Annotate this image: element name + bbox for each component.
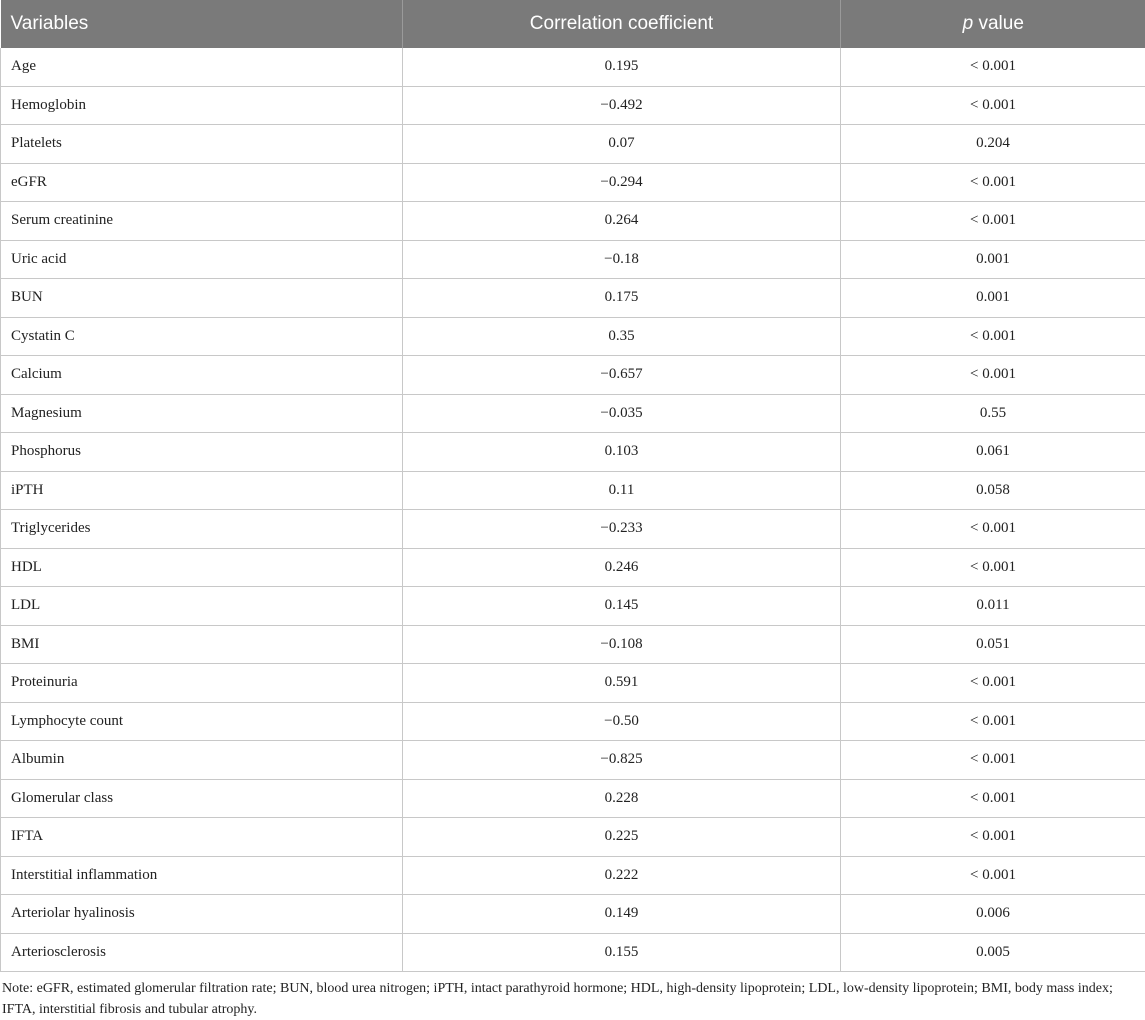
header-row bbox=[1, 0, 1145, 48]
table-row bbox=[1, 933, 1145, 972]
cell-correlation-coefficient: 0.07 bbox=[403, 125, 841, 164]
cell-variable: Proteinuria bbox=[1, 664, 403, 703]
cell-correlation-coefficient: −0.492 bbox=[403, 86, 841, 125]
cell-variable: Triglycerides bbox=[1, 510, 403, 549]
table-row bbox=[1, 433, 1145, 472]
cell-p-value: 0.005 bbox=[841, 933, 1145, 972]
cell-p-value: 0.001 bbox=[841, 279, 1145, 318]
header-p-symbol: p bbox=[963, 13, 974, 34]
cell-correlation-coefficient: 0.103 bbox=[403, 433, 841, 472]
cell-correlation-coefficient: −0.108 bbox=[403, 625, 841, 664]
table-row bbox=[1, 317, 1145, 356]
cell-p-value: < 0.001 bbox=[841, 202, 1145, 241]
cell-p-value: < 0.001 bbox=[841, 356, 1145, 395]
cell-p-value: < 0.001 bbox=[841, 818, 1145, 857]
cell-variable: Phosphorus bbox=[1, 433, 403, 472]
cell-p-value: < 0.001 bbox=[841, 664, 1145, 703]
cell-variable: HDL bbox=[1, 548, 403, 587]
cell-variable: Calcium bbox=[1, 356, 403, 395]
cell-p-value: 0.061 bbox=[841, 433, 1145, 472]
table-body bbox=[1, 48, 1145, 972]
cell-variable: eGFR bbox=[1, 163, 403, 202]
table-row bbox=[1, 664, 1145, 703]
cell-variable: Uric acid bbox=[1, 240, 403, 279]
table-note: Note: eGFR, estimated glomerular filtration rate; BUN, blood urea nitrogen; iPTH, intact parathyroid hormone; HDL, high-density lipoprotein; LDL, low-density lipoprotein; BMI, body mass index; IFTA, interstitial fibrosis and tubular atrophy. bbox=[2, 978, 1137, 1020]
header-variables: Variables bbox=[1, 0, 403, 48]
table-row bbox=[1, 587, 1145, 626]
cell-p-value: < 0.001 bbox=[841, 86, 1145, 125]
cell-correlation-coefficient: −0.825 bbox=[403, 741, 841, 780]
cell-correlation-coefficient: 0.11 bbox=[403, 471, 841, 510]
cell-p-value: 0.55 bbox=[841, 394, 1145, 433]
table-row bbox=[1, 471, 1145, 510]
cell-correlation-coefficient: −0.294 bbox=[403, 163, 841, 202]
cell-correlation-coefficient: 0.591 bbox=[403, 664, 841, 703]
table-row bbox=[1, 548, 1145, 587]
cell-p-value: < 0.001 bbox=[841, 48, 1145, 86]
table-row bbox=[1, 279, 1145, 318]
cell-variable: iPTH bbox=[1, 471, 403, 510]
cell-variable: Arteriolar hyalinosis bbox=[1, 895, 403, 934]
cell-correlation-coefficient: 0.35 bbox=[403, 317, 841, 356]
cell-correlation-coefficient: −0.657 bbox=[403, 356, 841, 395]
cell-variable: Interstitial inflammation bbox=[1, 856, 403, 895]
cell-correlation-coefficient: 0.145 bbox=[403, 587, 841, 626]
cell-correlation-coefficient: −0.233 bbox=[403, 510, 841, 549]
cell-p-value: 0.058 bbox=[841, 471, 1145, 510]
cell-correlation-coefficient: 0.225 bbox=[403, 818, 841, 857]
table-row bbox=[1, 741, 1145, 780]
cell-correlation-coefficient: 0.228 bbox=[403, 779, 841, 818]
cell-p-value: 0.204 bbox=[841, 125, 1145, 164]
table-row bbox=[1, 779, 1145, 818]
cell-variable: Age bbox=[1, 48, 403, 86]
header-p-rest: value bbox=[973, 13, 1024, 34]
cell-correlation-coefficient: 0.175 bbox=[403, 279, 841, 318]
table-row bbox=[1, 702, 1145, 741]
cell-variable: LDL bbox=[1, 587, 403, 626]
header-correlation-coefficient: Correlation coefficient bbox=[403, 0, 841, 48]
cell-p-value: 0.051 bbox=[841, 625, 1145, 664]
header-p-value bbox=[841, 0, 1145, 48]
table-row bbox=[1, 163, 1145, 202]
cell-p-value: < 0.001 bbox=[841, 741, 1145, 780]
table-row bbox=[1, 394, 1145, 433]
cell-correlation-coefficient: −0.50 bbox=[403, 702, 841, 741]
cell-correlation-coefficient: 0.246 bbox=[403, 548, 841, 587]
table-row bbox=[1, 510, 1145, 549]
cell-correlation-coefficient: −0.035 bbox=[403, 394, 841, 433]
cell-p-value: < 0.001 bbox=[841, 856, 1145, 895]
cell-correlation-coefficient: 0.222 bbox=[403, 856, 841, 895]
cell-variable: Arteriosclerosis bbox=[1, 933, 403, 972]
cell-variable: BMI bbox=[1, 625, 403, 664]
cell-correlation-coefficient: −0.18 bbox=[403, 240, 841, 279]
cell-variable: Cystatin C bbox=[1, 317, 403, 356]
cell-variable: Platelets bbox=[1, 125, 403, 164]
table-row bbox=[1, 240, 1145, 279]
cell-p-value: < 0.001 bbox=[841, 510, 1145, 549]
cell-p-value: < 0.001 bbox=[841, 779, 1145, 818]
cell-variable: Glomerular class bbox=[1, 779, 403, 818]
cell-p-value: 0.001 bbox=[841, 240, 1145, 279]
table-row bbox=[1, 625, 1145, 664]
cell-p-value: 0.006 bbox=[841, 895, 1145, 934]
cell-variable: Magnesium bbox=[1, 394, 403, 433]
table-row bbox=[1, 48, 1145, 86]
cell-p-value: < 0.001 bbox=[841, 163, 1145, 202]
cell-p-value: < 0.001 bbox=[841, 702, 1145, 741]
cell-p-value: < 0.001 bbox=[841, 317, 1145, 356]
cell-p-value: < 0.001 bbox=[841, 548, 1145, 587]
table-row bbox=[1, 818, 1145, 857]
table-row bbox=[1, 202, 1145, 241]
table-row bbox=[1, 356, 1145, 395]
cell-correlation-coefficient: 0.195 bbox=[403, 48, 841, 86]
cell-correlation-coefficient: 0.155 bbox=[403, 933, 841, 972]
cell-variable: Albumin bbox=[1, 741, 403, 780]
cell-variable: Hemoglobin bbox=[1, 86, 403, 125]
cell-p-value: 0.011 bbox=[841, 587, 1145, 626]
table-row bbox=[1, 125, 1145, 164]
table-row bbox=[1, 86, 1145, 125]
table-row bbox=[1, 895, 1145, 934]
cell-variable: Serum creatinine bbox=[1, 202, 403, 241]
cell-variable: BUN bbox=[1, 279, 403, 318]
cell-correlation-coefficient: 0.264 bbox=[403, 202, 841, 241]
table-header bbox=[1, 0, 1145, 48]
cell-variable: IFTA bbox=[1, 818, 403, 857]
table-row bbox=[1, 856, 1145, 895]
cell-correlation-coefficient: 0.149 bbox=[403, 895, 841, 934]
cell-variable: Lymphocyte count bbox=[1, 702, 403, 741]
